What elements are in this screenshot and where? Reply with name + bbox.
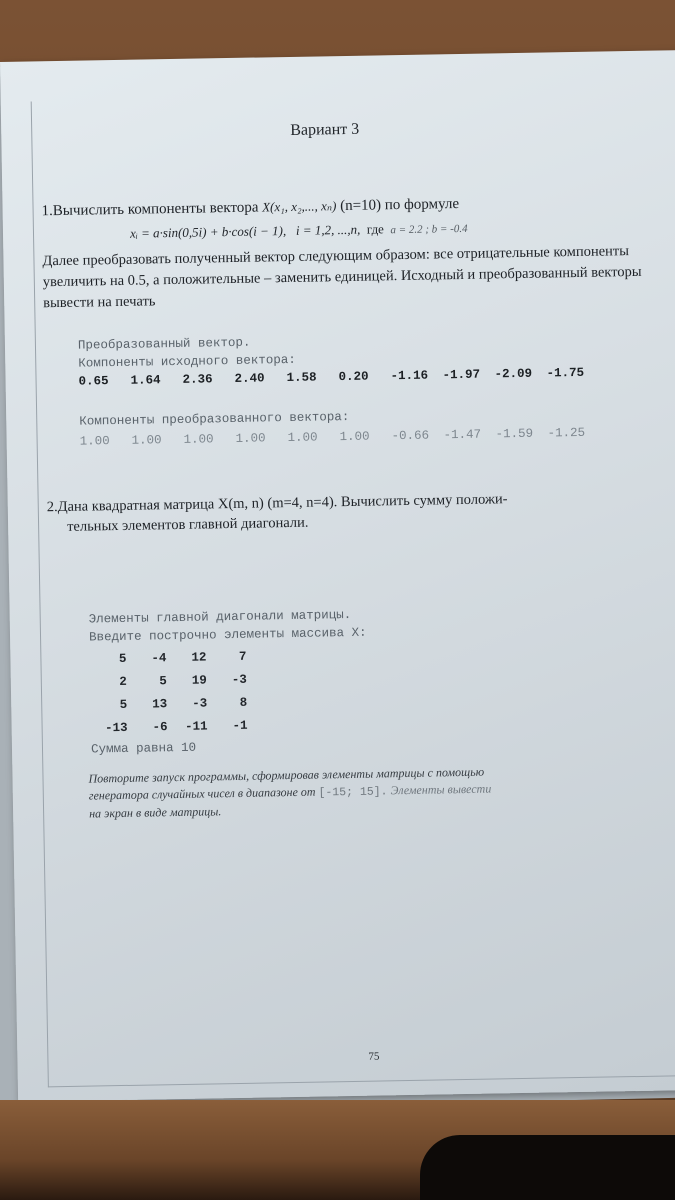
source-value: 0.65 xyxy=(78,374,109,389)
vector-symbol: X(x₁, x₂,..., xₙ) xyxy=(262,198,337,215)
task1-output-heading: Преобразованный вектор. xyxy=(77,335,251,353)
task1-suffix: (n=10) по формуле xyxy=(339,196,460,215)
book-page xyxy=(0,50,675,1102)
task2-output-heading: Элементы главной диагонали матрицы. xyxy=(88,607,352,627)
formula-index-range: i = 1,2, ...,n, xyxy=(295,221,361,238)
transformed-value: 1.00 xyxy=(339,429,370,445)
page-number: 75 xyxy=(368,1050,380,1063)
note-line2-suffix: Элементы вывести xyxy=(390,781,492,798)
task1-prefix: 1.Вычислить компоненты вектора xyxy=(41,199,259,220)
matrix-row xyxy=(86,650,246,676)
transformed-value: 1.00 xyxy=(131,433,162,448)
source-value: 2.36 xyxy=(182,372,213,387)
page-title: Вариант 3 xyxy=(290,120,360,139)
matrix-cell: -4 xyxy=(151,651,167,666)
transformed-value: -1.59 xyxy=(495,426,534,442)
matrix-cell: 12 xyxy=(191,650,207,665)
matrix-cell: -6 xyxy=(152,720,168,735)
matrix-cell: 19 xyxy=(191,673,207,688)
transformed-value: -1.47 xyxy=(443,427,482,443)
source-value: -1.16 xyxy=(390,368,429,384)
task1-formula xyxy=(130,220,468,242)
source-value: 1.64 xyxy=(130,373,161,388)
matrix-cell: 8 xyxy=(239,695,248,710)
source-value: 2.40 xyxy=(234,371,265,386)
source-value: 0.20 xyxy=(338,369,369,385)
transformed-value: -0.66 xyxy=(391,428,430,444)
transformed-value: -1.25 xyxy=(547,425,586,441)
task1-paragraph: Далее преобразовать полученный вектор следующим образом: все отрицательные компоненты увеличить на 0.5, а положительные – заменить единицей. Исходный и преобразованный векторы вывести на печать xyxy=(42,243,642,312)
formula-expression: xᵢ = a·sin(0,5i) + b·cos(i − 1), xyxy=(129,223,287,241)
matrix-cell: 5 xyxy=(159,674,167,689)
source-value: -1.97 xyxy=(442,367,481,383)
transformed-value: 1.00 xyxy=(235,431,266,446)
task1-statement xyxy=(41,194,459,221)
dark-object xyxy=(420,1135,675,1200)
task2-matrix xyxy=(86,650,248,745)
matrix-cell: -11 xyxy=(184,719,208,734)
matrix-cell: -13 xyxy=(105,720,128,736)
task2-prompt: Введите построчно элементы массива X: xyxy=(88,625,367,645)
note-range: [-15; 15]. xyxy=(318,785,388,800)
task1-transformed-values xyxy=(80,426,600,449)
matrix-cell: 5 xyxy=(118,651,127,667)
task2-note xyxy=(88,761,649,823)
matrix-cell: 5 xyxy=(119,697,128,713)
task2-sum: Сумма равна 10 xyxy=(90,740,197,757)
formula-params: a = 2.2 ; b = -0.4 xyxy=(390,222,468,237)
matrix-cell: 7 xyxy=(238,649,247,664)
page-frame xyxy=(31,90,675,1087)
transformed-value: 1.00 xyxy=(183,432,214,447)
task2-line1: 2.Дана квадратная матрица X(m, n) (m=4, n=4). Вычислить сумму положи- xyxy=(46,491,508,516)
matrix-cell: -3 xyxy=(231,672,247,688)
task2-line2: тельных элементов главной диагонали. xyxy=(66,514,309,535)
task1-transformed-label: Компоненты преобразованного вектора: xyxy=(79,409,350,429)
note-line3: на экран в виде матрицы. xyxy=(89,804,222,821)
transformed-value: 1.00 xyxy=(287,430,318,446)
source-value: 1.58 xyxy=(286,370,317,386)
formula-where: где xyxy=(366,221,385,237)
matrix-cell: -3 xyxy=(192,696,208,711)
transformed-value: 1.00 xyxy=(79,434,110,449)
source-value: -2.09 xyxy=(494,366,533,382)
task1-source-label: Компоненты исходного вектора: xyxy=(78,352,296,371)
matrix-row xyxy=(87,696,247,722)
note-line1: Повторите запуск программы, сформировав элементы матрицы с помощью xyxy=(88,764,485,786)
note-line2-prefix: генератора случайных чисел в диапазоне от xyxy=(88,784,316,803)
matrix-cell: 2 xyxy=(119,674,127,690)
matrix-row xyxy=(87,673,247,699)
matrix-cell: -1 xyxy=(232,718,248,734)
source-value: -1.75 xyxy=(546,365,585,381)
matrix-cell: 13 xyxy=(152,697,168,712)
